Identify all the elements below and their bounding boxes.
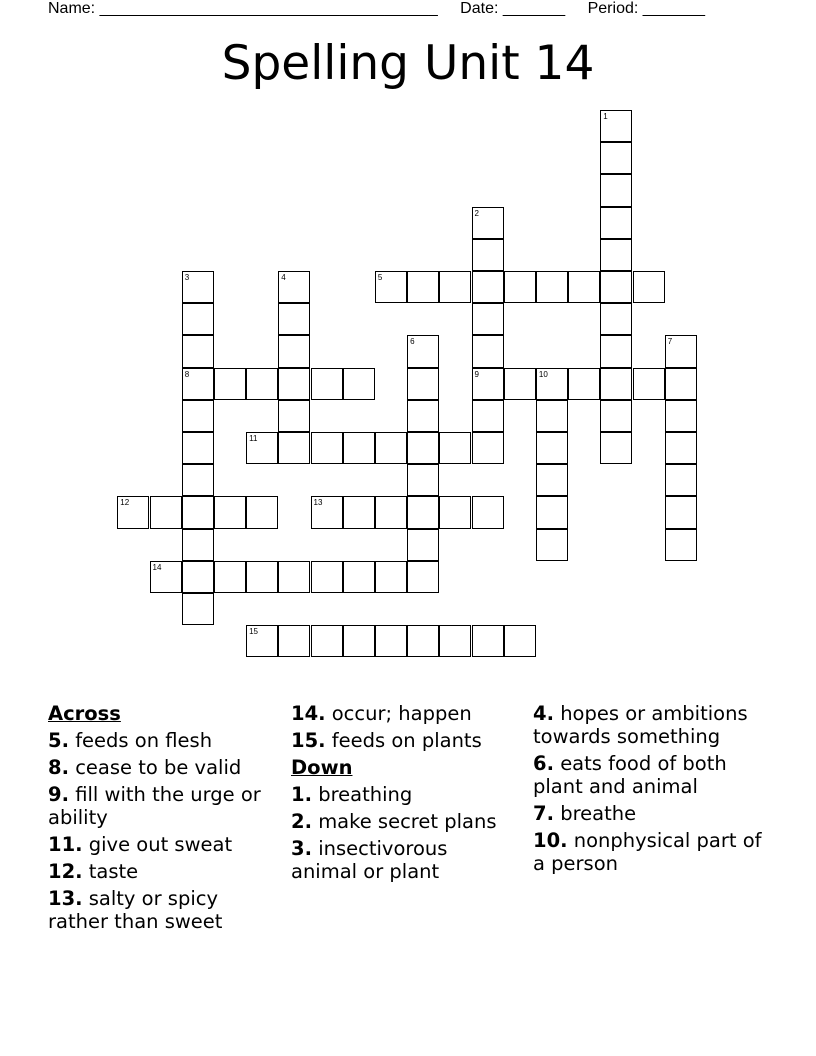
crossword-cell[interactable] [504,368,536,400]
crossword-cell[interactable] [375,561,407,593]
crossword-cell[interactable] [343,561,375,593]
crossword-cell[interactable] [407,625,439,657]
clue-down-1: 1. breathing [291,783,413,806]
clue-column-3 [533,702,773,879]
crossword-cell[interactable] [375,271,407,303]
crossword-cell[interactable] [278,432,310,464]
crossword-cell[interactable] [407,271,439,303]
crossword-cell[interactable] [407,529,439,561]
crossword-cell[interactable] [343,368,375,400]
page-title: Spelling Unit 14 [221,36,595,91]
crossword-cell[interactable] [407,368,439,400]
clue-down-10: 10. nonphysical part of a person [533,829,762,875]
crossword-cell[interactable] [633,368,665,400]
clue-column-1 [48,702,273,937]
crossword-cell[interactable] [311,432,343,464]
clue-column-2 [291,702,516,887]
crossword-cell[interactable] [472,400,504,432]
crossword-cell[interactable] [633,271,665,303]
crossword-cell[interactable] [182,496,214,528]
crossword-cell[interactable] [246,496,278,528]
crossword-cell[interactable] [439,271,471,303]
crossword-cell[interactable] [600,271,632,303]
crossword-cell[interactable] [600,335,632,367]
crossword-cell[interactable] [246,625,278,657]
crossword-cell[interactable] [536,464,568,496]
crossword-cell[interactable] [600,142,632,174]
crossword-cell[interactable] [472,239,504,271]
crossword-cell[interactable] [375,496,407,528]
crossword-cell[interactable] [150,496,182,528]
crossword-cell[interactable] [665,464,697,496]
crossword-cell[interactable] [407,432,439,464]
date-field[interactable]: Date: _______ [460,0,566,17]
crossword-cell[interactable] [407,496,439,528]
crossword-cell[interactable] [182,593,214,625]
clue-number: 14 [152,562,162,572]
name-field[interactable]: Name: ______________________________________ [48,0,438,17]
crossword-cell[interactable] [182,561,214,593]
crossword-cell[interactable] [182,271,214,303]
crossword-cell[interactable] [568,271,600,303]
crossword-cell[interactable] [600,239,632,271]
crossword-cell[interactable] [665,368,697,400]
crossword-cell[interactable] [278,400,310,432]
crossword-cell[interactable] [536,368,568,400]
crossword-cell[interactable] [375,625,407,657]
clue-number: 10 [538,369,548,379]
crossword-cell[interactable] [214,561,246,593]
crossword-cell[interactable] [375,432,407,464]
crossword-cell[interactable] [407,335,439,367]
crossword-cell[interactable] [600,400,632,432]
clue-number: 6 [410,337,415,347]
crossword-cell[interactable] [182,368,214,400]
crossword-cell[interactable] [472,271,504,303]
crossword-cell[interactable] [407,561,439,593]
crossword-cell[interactable] [536,529,568,561]
crossword-cell[interactable] [343,432,375,464]
crossword-cell[interactable] [246,368,278,400]
crossword-cell[interactable] [536,496,568,528]
clue-number: 5 [377,273,383,282]
crossword-cell[interactable] [536,432,568,464]
crossword-cell[interactable] [568,368,600,400]
crossword-cell[interactable] [600,303,632,335]
clue-number: 2 [474,208,479,218]
clue-number: 13 [313,498,323,508]
clue-across-5: 5. feeds on flesh [48,729,213,752]
clue-across-15: 15. feeds on plants [291,729,482,752]
crossword-cell[interactable] [311,368,343,400]
crossword-cell[interactable] [407,400,439,432]
crossword-cell[interactable] [472,303,504,335]
crossword-cell[interactable] [665,335,697,367]
crossword-cell[interactable] [439,432,471,464]
across-heading: Across [48,702,121,725]
crossword-cell[interactable] [214,368,246,400]
crossword-cell[interactable] [246,561,278,593]
crossword-cell[interactable] [600,207,632,239]
crossword-cell[interactable] [182,400,214,432]
crossword-cell[interactable] [278,368,310,400]
clue-across-12: 12. taste [48,860,139,883]
clue-number: 1 [603,112,608,121]
clue-number: 4 [281,273,286,282]
crossword-cell[interactable] [600,110,632,142]
crossword-cell[interactable] [665,529,697,561]
crossword-cell[interactable] [343,625,375,657]
clue-down-2: 2. make secret plans [291,810,497,833]
crossword-cell[interactable] [665,432,697,464]
crossword-cell[interactable] [278,271,310,303]
clue-number: 12 [120,498,130,508]
crossword-cell[interactable] [311,561,343,593]
crossword-cell[interactable] [472,625,504,657]
crossword-cell[interactable] [150,561,182,593]
crossword-cell[interactable] [311,496,343,528]
crossword-cell[interactable] [504,271,536,303]
crossword-cell[interactable] [182,335,214,367]
crossword-cell[interactable] [665,400,697,432]
clue-across-11: 11. give out sweat [48,833,233,856]
clue-number: 8 [184,369,190,379]
crossword-cell[interactable] [117,496,149,528]
crossword-cell[interactable] [472,335,504,367]
crossword-cell[interactable] [600,432,632,464]
clue-number: 3 [184,273,190,282]
crossword-cell[interactable] [278,303,310,335]
crossword-cell[interactable] [407,464,439,496]
crossword-cell[interactable] [536,400,568,432]
clue-number: 15 [249,627,258,637]
clue-across-13: 13. salty or spicy rather than sweet [48,887,223,933]
crossword-cell[interactable] [182,464,214,496]
crossword-cell[interactable] [439,496,471,528]
crossword-cell[interactable] [472,368,504,400]
crossword-cell[interactable] [504,625,536,657]
crossword-cell[interactable] [600,368,632,400]
clue-number: 7 [667,337,673,347]
down-heading: Down [291,756,353,779]
clue-across-8: 8. cease to be valid [48,756,242,779]
crossword-cell[interactable] [214,496,246,528]
clue-number: 11 [249,434,258,443]
clue-number: 9 [474,369,479,379]
crossword-cell[interactable] [278,335,310,367]
period-field[interactable]: Period: _______ [587,0,706,17]
clue-down-3: 3. insectivorous animal or plant [291,837,448,883]
crossword-cell[interactable] [246,432,278,464]
crossword-cell[interactable] [665,496,697,528]
crossword-cell[interactable] [600,174,632,206]
crossword-cell[interactable] [278,625,310,657]
clue-across-14: 14. occur; happen [291,702,472,725]
crossword-cell[interactable] [311,625,343,657]
crossword-cell[interactable] [472,432,504,464]
crossword-cell[interactable] [182,432,214,464]
crossword-cell[interactable] [439,625,471,657]
crossword-cell[interactable] [182,303,214,335]
clue-across-9: 9. fill with the urge or ability [48,783,261,829]
crossword-cell[interactable] [182,529,214,561]
clue-down-6: 6. eats food of both plant and animal [533,752,727,798]
crossword-cell[interactable] [472,496,504,528]
crossword-cell[interactable] [278,561,310,593]
clue-down-7: 7. breathe [533,802,637,825]
crossword-cell[interactable] [536,271,568,303]
clue-down-4: 4. hopes or ambitions towards something [533,702,748,748]
crossword-cell[interactable] [472,207,504,239]
crossword-cell[interactable] [343,496,375,528]
